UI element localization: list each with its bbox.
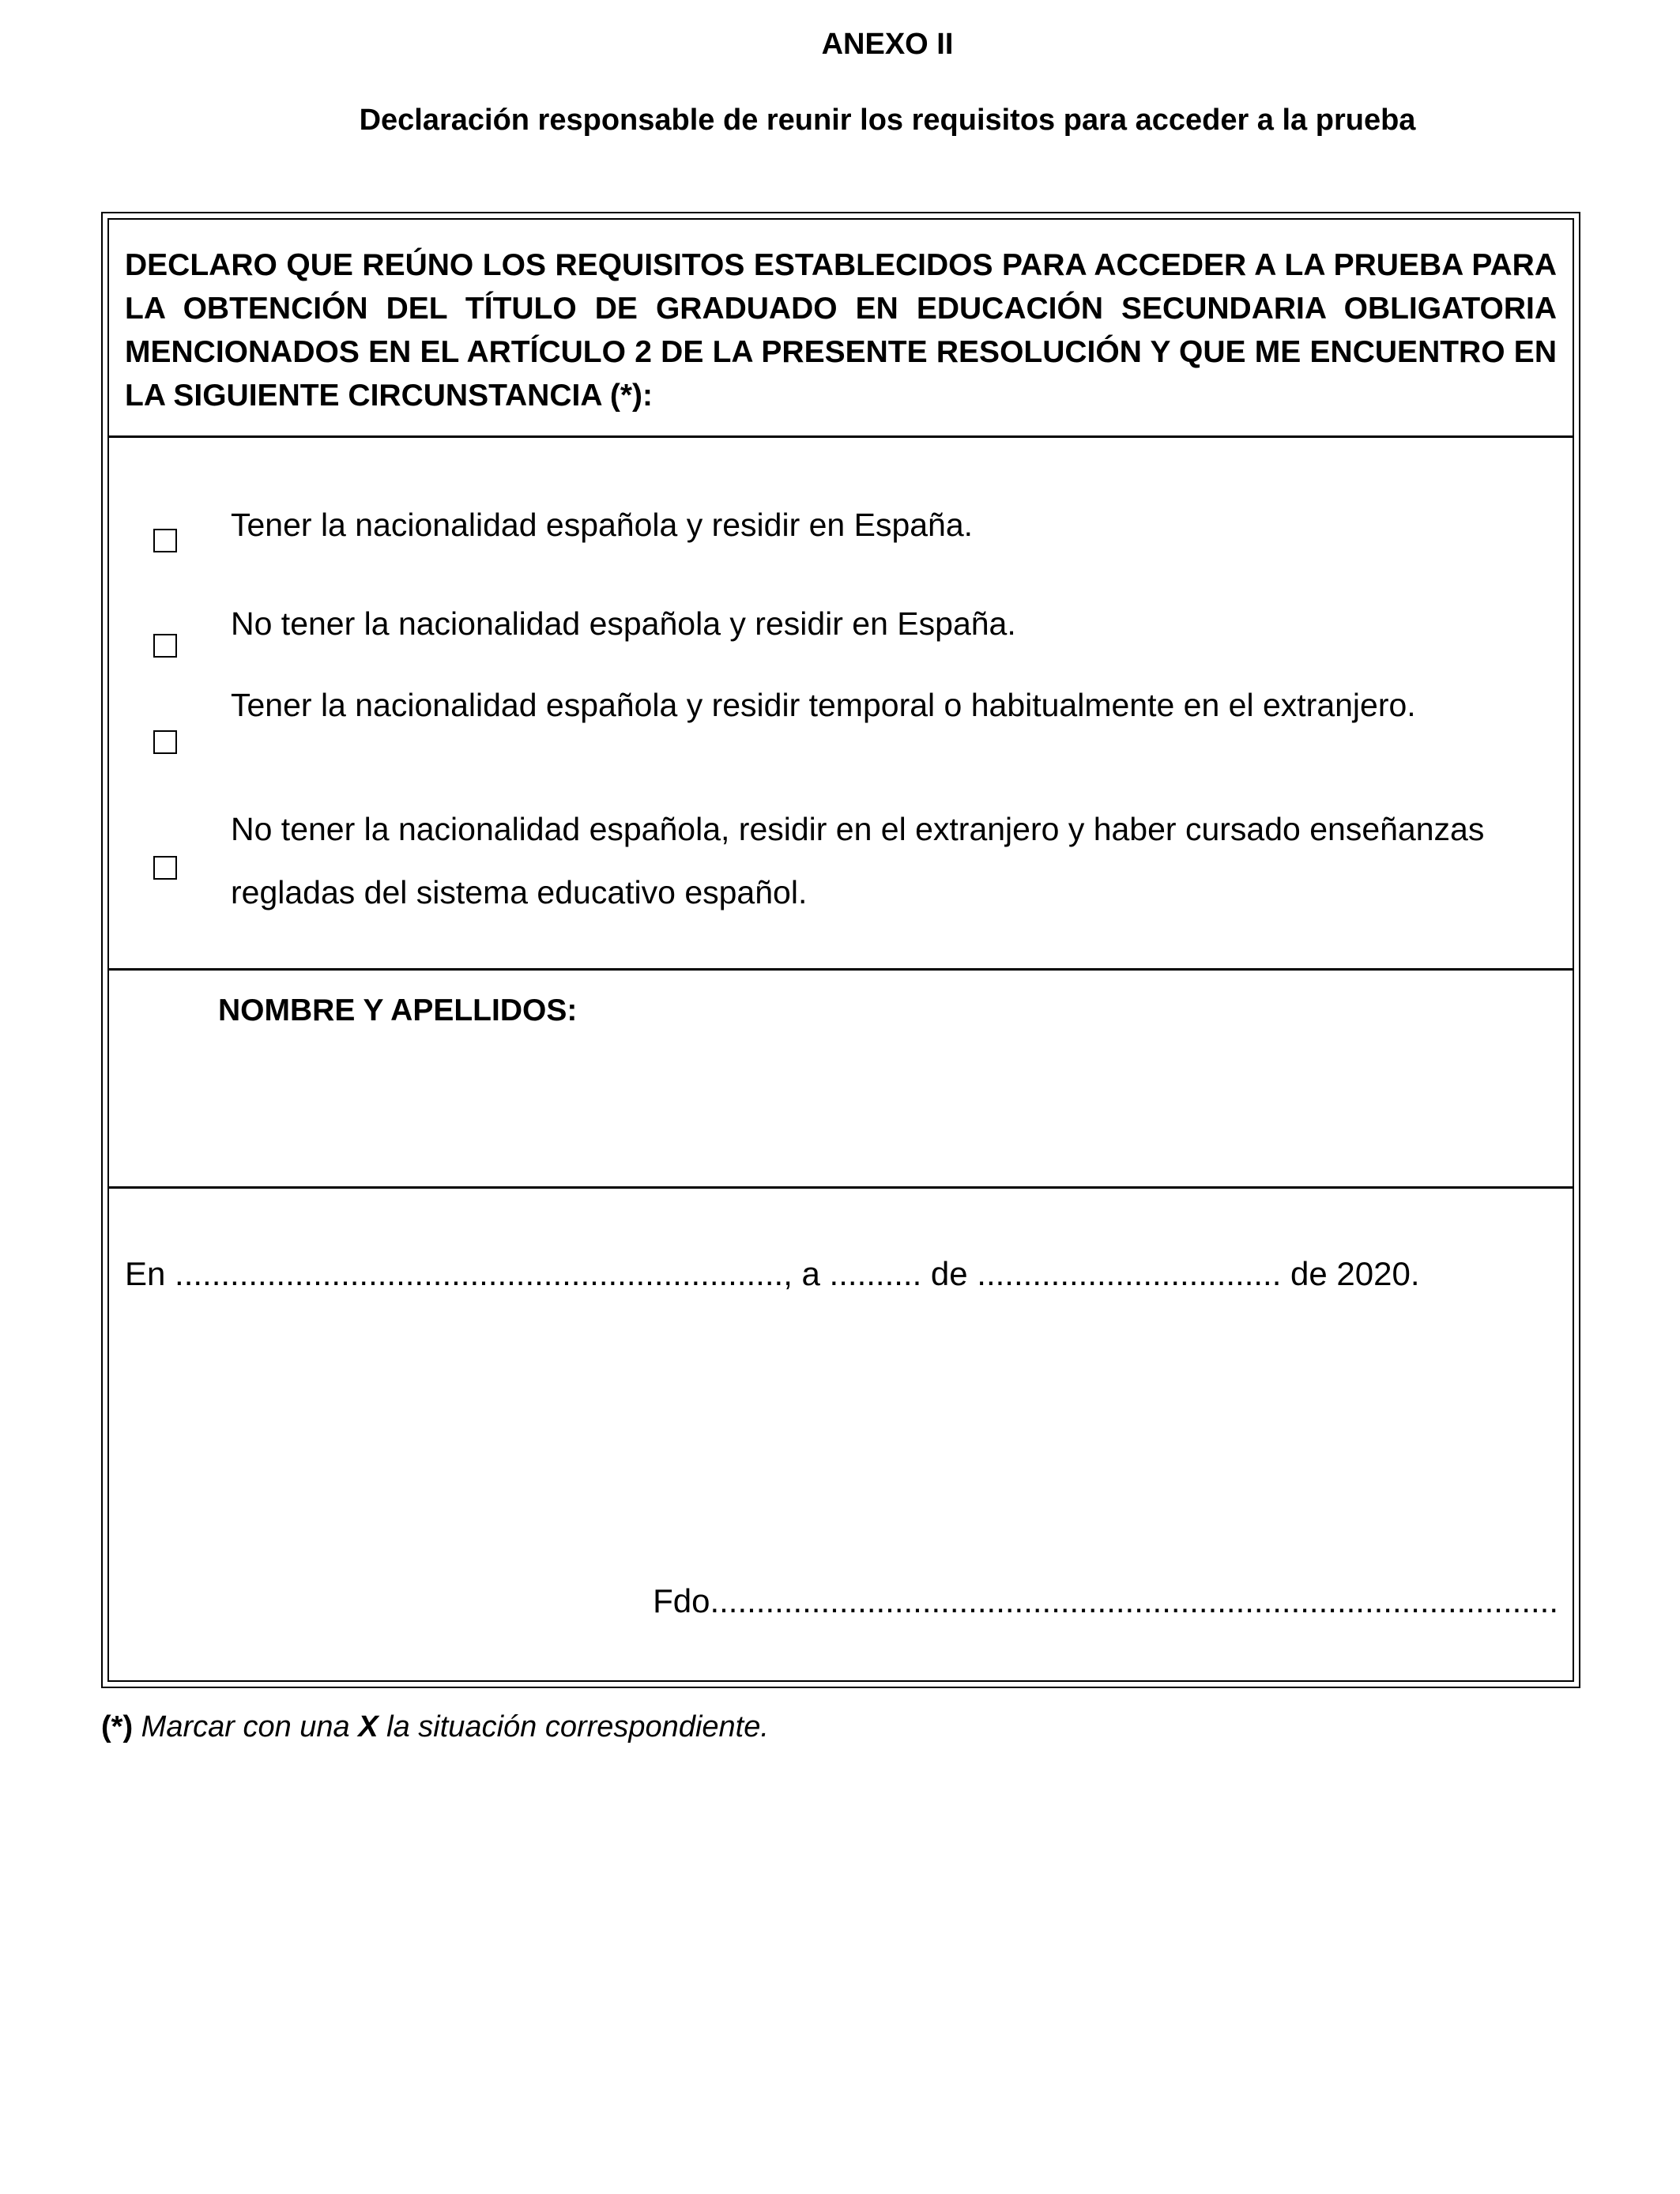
declaration-text: DECLARO QUE REÚNO LOS REQUISITOS ESTABLECIDOS PARA ACCEDER A LA PRUEBA PARA LA OBTENCIÓN DEL TÍTULO DE GRADUADO EN EDUCACIÓN SECUNDARIA OBLIGATORIA MENCIONADOS EN EL ARTÍCULO 2 DE LA PRESENTE RESOLUCIÓN Y QUE ME ENCUENTRO EN LA SIGUIENTE CIRCUNSTANCIA (*): [125,248,1557,413]
footnote-mark: X [358,1710,379,1744]
signature-line: Fdo............................................................................................ [653,1582,1558,1619]
footnote-marker: (*) [101,1710,134,1744]
declaration-section [109,220,1573,438]
option-label: No tener la nacionalidad española, residir en el extranjero y haber cursado enseñanzas regladas del sistema educativo español. [231,811,1485,910]
option-label: Tener la nacionalidad española y residir temporal o habitualmente en el extranjero. [231,687,1416,723]
option-checkbox[interactable] [153,529,177,552]
footnote-text-before: Marcar con una [133,1710,359,1744]
document-subtitle: Declaración responsable de reunir los requisitos para acceder a la prueba [359,104,1416,137]
option-checkbox[interactable] [153,730,177,754]
option-checkbox[interactable] [153,634,177,658]
footnote-text-after: la situación correspondiente. [378,1710,769,1744]
declaration-form [101,212,1580,1688]
document-title: ANEXO II [821,28,954,61]
name-section [109,971,1573,1189]
declaration-form-inner [107,218,1574,1682]
options-section [109,438,1573,971]
signature-section [109,1189,1573,1680]
option-label: No tener la nacionalidad española y residir en España. [231,605,1016,642]
name-label: NOMBRE Y APELLIDOS: [218,993,578,1027]
footnote [101,1707,769,1747]
option-checkbox[interactable] [153,856,177,880]
place-date-line: En .................................................................., a .......... de ................................. de 2020. [125,1255,1420,1292]
option-label: Tener la nacionalidad española y residir en España. [231,507,974,543]
